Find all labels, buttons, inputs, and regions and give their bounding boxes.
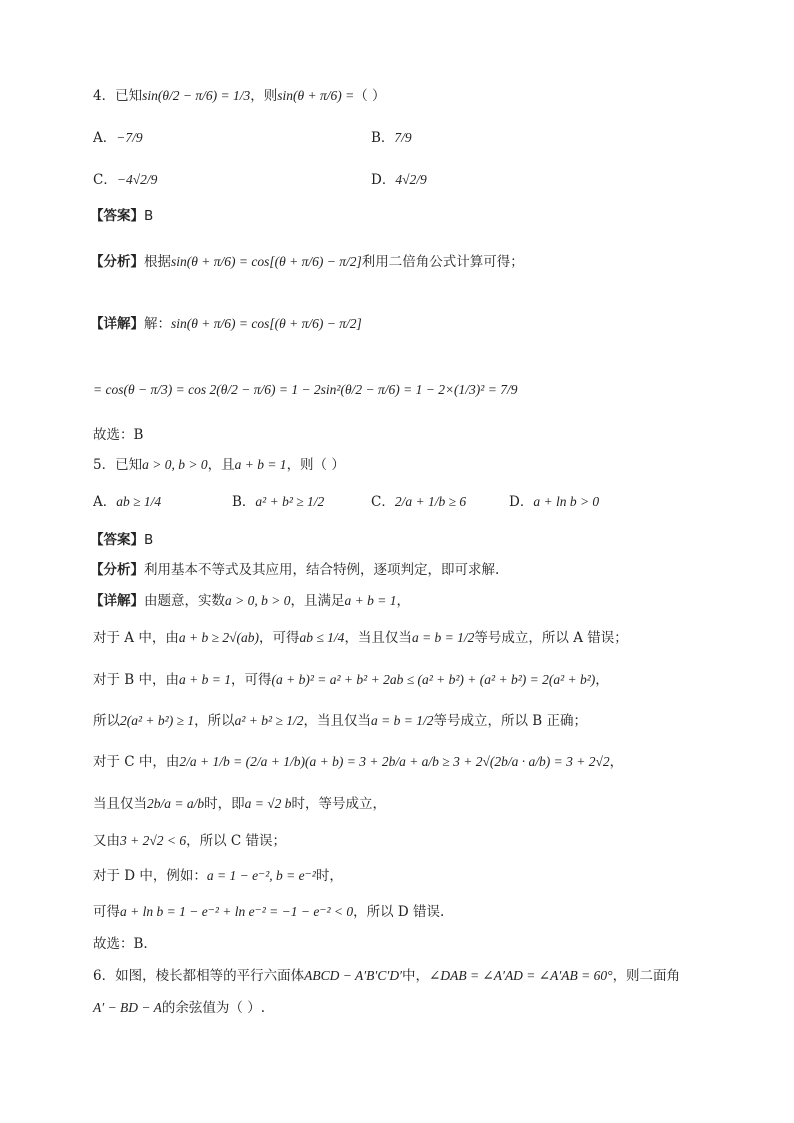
- q5-detail-d2: [93, 902, 444, 922]
- q5-answer-value: B: [144, 532, 154, 548]
- q4-detail-formula-1: sin(θ + π/6) = cos[(θ + π/6) − π/2]: [171, 316, 362, 331]
- q5-b-text-1: 对于 B 中，由: [93, 672, 180, 688]
- q4-stem-mid: ，则: [250, 88, 278, 104]
- q5-option-c: [371, 492, 466, 512]
- q5-c2-formula-2: a = √2 b: [244, 796, 292, 811]
- q4-option-b-label: B．: [371, 130, 395, 146]
- q5-detail-intro: [90, 591, 410, 611]
- q5-detail-a: [93, 628, 628, 648]
- q5-stem-suffix: ，则（ ）: [286, 457, 345, 473]
- q4-answer-value: B: [144, 208, 154, 224]
- q4-detail-tag: 【详解】: [90, 316, 144, 332]
- q4-stem-prefix: 4．已知: [93, 88, 143, 104]
- q5-stem-prefix: 5．已知: [93, 457, 143, 473]
- q5-stem: [93, 455, 345, 475]
- q4-analysis-formula: sin(θ + π/6) = cos[(θ + π/6) − π/2]: [171, 254, 362, 269]
- q4-stem: [93, 86, 386, 106]
- q5-c-formula-1: 2/a + 1/b = (2/a + 1/b)(a + b) = 3 + 2b/a + a/b ≥ 3 + 2√(2b/a · a/b) = 3 + 2√2: [179, 754, 610, 769]
- q5-detail-b2: [93, 711, 587, 731]
- q4-detail-line-2: [93, 380, 517, 400]
- q5-a-text-4: 等号成立，所以 A 错误；: [474, 630, 628, 646]
- q5-b2-text-2: ，所以: [194, 713, 235, 729]
- q5-analysis-text: 利用基本不等式及其应用，结合特例，逐项判定，即可求解.: [144, 562, 500, 578]
- q5-b-formula-1: a + b = 1: [179, 672, 231, 687]
- q5-a-text-3: ，当且仅当: [344, 630, 412, 646]
- q5-a-text-1: 对于 A 中，由: [93, 630, 179, 646]
- q4-answer: [90, 206, 153, 226]
- q6-stem-line-2: [93, 998, 265, 1018]
- q6-text-1: 6．如图，棱长都相等的平行六面体: [93, 968, 305, 984]
- q5-c2-text-3: 时，等号成立，: [291, 796, 387, 812]
- q4-conclusion: 故选：B: [93, 427, 144, 443]
- q4-option-c-value: −4√2/9: [116, 172, 158, 187]
- q4-detail-line-1: [90, 314, 362, 334]
- q5-condition-1: a > 0, b > 0: [142, 457, 208, 472]
- q5-stem-mid: ，且: [207, 457, 235, 473]
- q5-answer: [90, 530, 153, 550]
- q4-detail-formula-2: = cos(θ − π/3) = cos 2(θ/2 − π/6) = 1 − 2sin²(θ/2 − π/6) = 1 − 2×(1/3)² = 7/9: [93, 382, 518, 397]
- q5-c-text-2: ，: [609, 754, 624, 770]
- q5-a-formula-2: ab ≤ 1/4: [299, 630, 345, 645]
- q4-option-a: [93, 128, 143, 148]
- q5-d-text-2: 时，: [315, 868, 343, 884]
- q6-formula-1: ABCD − A′B′C′D′: [304, 968, 403, 983]
- q5-option-a-label: A．: [93, 494, 117, 510]
- q5-c-text-1: 对于 C 中，由: [93, 754, 180, 770]
- q5-c2-formula-1: 2b/a = a/b: [147, 796, 205, 811]
- q5-a-text-2: ，可得: [259, 630, 300, 646]
- q5-option-b-value: a² + b² ≥ 1/2: [255, 494, 325, 509]
- q4-option-b: [371, 128, 412, 148]
- q4-option-a-label: A．: [93, 130, 117, 146]
- q5-b-text-2: ，可得: [231, 672, 272, 688]
- q5-option-c-value: 2/a + 1/b ≥ 6: [394, 494, 467, 509]
- q5-b-formula-2: (a + b)² = a² + b² + 2ab ≤ (a² + b²) + (a² + b²) = 2(a² + b²): [271, 672, 596, 687]
- q5-b2-formula-2: a² + b² ≥ 1/2: [234, 713, 304, 728]
- q5-d2-text-2: ，所以 D 错误.: [353, 904, 445, 920]
- q6-formula-3: A′ − BD − A: [93, 1000, 162, 1015]
- q5-c2-text-1: 当且仅当: [93, 796, 147, 812]
- q4-option-a-value: −7/9: [116, 130, 143, 145]
- q4-option-c: [93, 170, 157, 190]
- q5-detail-c: [93, 752, 623, 772]
- q5-option-d-value: a + ln b > 0: [533, 494, 600, 509]
- q5-option-a: [93, 492, 161, 512]
- q5-detail-intro-text: 由题意，实数: [144, 593, 225, 609]
- q5-detail-c2: [93, 794, 386, 814]
- q6-formula-2: ∠DAB = ∠A′AD = ∠A′AB = 60°: [429, 968, 613, 983]
- q4-option-b-value: 7/9: [394, 130, 412, 145]
- q5-b2-formula-1: 2(a² + b²) ≥ 1: [120, 713, 195, 728]
- q5-detail-intro-cond2: a + b = 1: [344, 593, 397, 608]
- q5-detail-tag: 【详解】: [90, 593, 144, 609]
- q5-analysis-tag: 【分析】: [90, 562, 144, 578]
- q5-option-c-label: C．: [371, 494, 395, 510]
- q5-b2-text-4: 等号成立，所以 B 正确；: [433, 713, 587, 729]
- q4-analysis: [90, 252, 524, 272]
- q5-a-formula-1: a + b ≥ 2√(ab): [178, 630, 260, 645]
- q5-option-b-label: B．: [232, 494, 256, 510]
- q5-answer-tag: 【答案】: [90, 532, 144, 548]
- q4-condition: sin(θ/2 − π/6) = 1/3: [142, 88, 251, 103]
- q5-b2-text-3: ，当且仅当: [303, 713, 371, 729]
- q4-option-d: [371, 170, 427, 190]
- q4-ask: sin(θ + π/6) =: [277, 88, 355, 103]
- q5-d-text-1: 对于 D 中，例如：: [93, 868, 207, 884]
- q6-text-4: 的余弦值为（ ）.: [161, 1000, 266, 1016]
- q5-option-d: [509, 492, 599, 512]
- q5-c2-text-2: 时，即: [204, 796, 245, 812]
- q6-text-2: 中，: [402, 968, 430, 984]
- q4-detail-prefix: 解：: [144, 316, 171, 332]
- q5-c3-formula-1: 3 + 2√2 < 6: [120, 833, 187, 848]
- q5-a-formula-3: a = b = 1/2: [411, 630, 475, 645]
- q5-b2-formula-3: a = b = 1/2: [370, 713, 434, 728]
- q5-detail-intro-mid: ，且满足: [290, 593, 345, 609]
- q4-analysis-tag: 【分析】: [90, 254, 144, 270]
- q5-c3-text-1: 又由: [93, 833, 120, 849]
- q5-option-b: [232, 492, 324, 512]
- q5-c3-text-2: ，所以 C 错误；: [186, 833, 287, 849]
- q5-d2-text-1: 可得: [93, 904, 120, 920]
- q5-detail-intro-end: ，: [396, 593, 410, 609]
- q5-condition-2: a + b = 1: [234, 457, 287, 472]
- q5-d2-formula-1: a + ln b = 1 − e⁻² + ln e⁻² = −1 − e⁻² < 0: [120, 904, 354, 919]
- q4-option-d-label: D．: [371, 172, 396, 188]
- q4-stem-suffix: （ ）: [354, 88, 386, 104]
- q5-detail-d: [93, 866, 343, 886]
- q5-option-d-label: D．: [509, 494, 534, 510]
- q6-text-3: ，则二面角: [612, 968, 681, 984]
- q4-option-c-label: C．: [93, 172, 117, 188]
- q5-detail-intro-cond: a > 0, b > 0: [225, 593, 291, 608]
- q5-detail-b: [93, 670, 609, 690]
- q5-b2-text-1: 所以: [93, 713, 120, 729]
- q5-b-text-3: ，: [595, 672, 609, 688]
- q5-detail-c3: [93, 831, 286, 851]
- q5-analysis: [90, 560, 499, 580]
- q5-option-a-value: ab ≥ 1/4: [116, 494, 162, 509]
- q6-stem-line-1: [93, 966, 680, 986]
- q4-option-d-value: 4√2/9: [395, 172, 427, 187]
- q4-analysis-suffix: 利用二倍角公式计算可得；: [361, 254, 524, 270]
- q4-analysis-prefix: 根据: [144, 254, 171, 270]
- q4-answer-tag: 【答案】: [90, 208, 144, 224]
- q5-d-formula-1: a = 1 − e⁻², b = e⁻²: [206, 868, 316, 883]
- q5-conclusion: 故选：B.: [93, 936, 148, 952]
